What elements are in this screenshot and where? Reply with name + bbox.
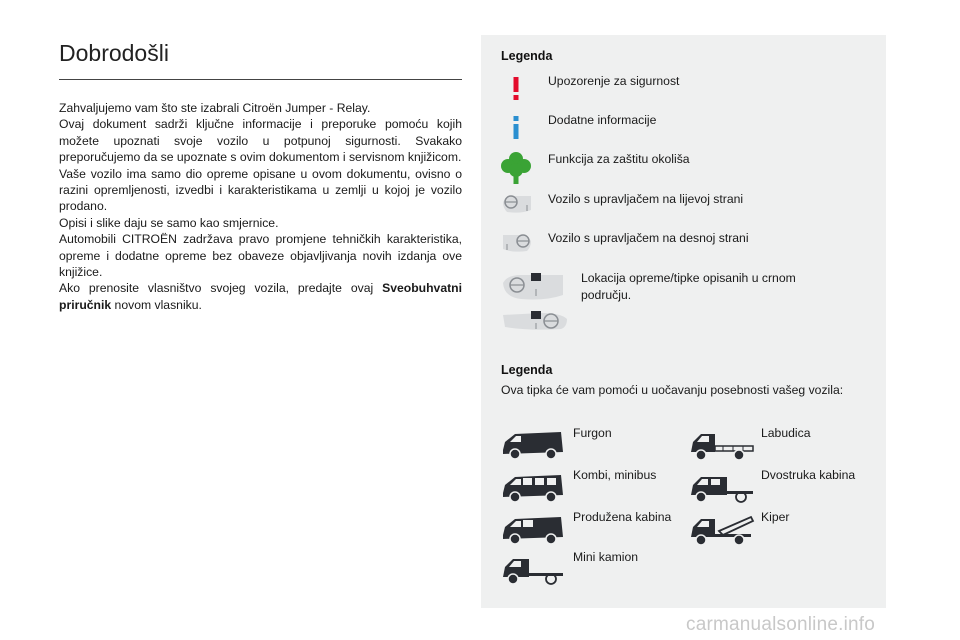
legend-description: Ova tipka će vam pomoći u uočavanju posebnosti vašeg vozila: xyxy=(501,383,844,397)
legend-title: Legenda xyxy=(501,49,553,63)
legend-label: Dodatne informacije xyxy=(548,113,657,127)
intro-paragraph: Ovaj dokument sadrži ključne informacije i preporuke pomoću kojih možete upoznati svoje vozilo u potpunoj sigurnosti. Svakako preporučujemo da se upoznate s ovim dokumentom i servisnom knjižicom. xyxy=(59,117,462,165)
vehicle-label: Kombi, minibus xyxy=(573,468,657,482)
intro-paragraph: Vaše vozilo ima samo dio opreme opisane u ovom dokumentu, ovisno o razini opremljenosti, izvedbi i karakteristikama u zemlji u kojoj je vozilo prodano. xyxy=(59,166,462,214)
legend-panel xyxy=(481,35,886,608)
dropside-icon xyxy=(689,430,755,467)
vehicle-label: Mini kamion xyxy=(573,550,639,564)
intro-paragraph: Automobili CITROËN zadržava pravo promjene tehničkih karakteristika, opreme i dodatne opreme bez obaveze objavljivanja novih izdanja ove knjižice. xyxy=(59,232,462,280)
vehicle-label: Labudica xyxy=(761,426,811,440)
lhd-steering-icon xyxy=(501,192,533,221)
minibus-icon xyxy=(501,473,565,508)
warning-icon xyxy=(511,77,521,106)
crew-van-icon xyxy=(501,515,565,550)
page-title: Dobrodošli xyxy=(59,40,169,66)
intro-paragraph xyxy=(59,280,462,313)
manual-name: Sveobuhvatni priručnik xyxy=(59,281,462,312)
intro-paragraph: Opisi i slike daju se samo kao smjernice. xyxy=(59,215,279,230)
vehicle-label: Furgon xyxy=(573,426,612,440)
mini-truck-icon xyxy=(501,555,565,590)
vehicle-label: Kiper xyxy=(761,510,790,524)
title-divider xyxy=(59,79,462,80)
tipper-icon xyxy=(689,513,755,550)
vehicle-label: Produžena kabina xyxy=(573,510,672,524)
dashboard-location-icon xyxy=(501,271,571,340)
ownership-text-end: novom vlasniku. xyxy=(111,297,202,312)
intro-text xyxy=(59,100,462,313)
intro-section xyxy=(59,40,462,313)
legend-label: Funkcija za zaštitu okoliša xyxy=(548,152,690,166)
watermark: carmanualsonline.info xyxy=(686,614,876,635)
legend-label: Upozorenje za sigurnost xyxy=(548,74,680,88)
vehicle-label: Dvostruka kabina xyxy=(761,468,856,482)
ownership-text: Ako prenosite vlasništvo svojeg vozila, predajte ovaj xyxy=(59,281,383,296)
legend-label: Vozilo s upravljačem na lijevoj strani xyxy=(548,192,744,206)
intro-paragraph: Zahvaljujemo vam što ste izabrali Citroën Jumper - Relay. xyxy=(59,101,371,115)
van-icon xyxy=(501,430,565,465)
legend-label: Vozilo s upravljačem na desnoj strani xyxy=(548,231,749,245)
legend-title: Legenda xyxy=(501,363,553,377)
rhd-steering-icon xyxy=(501,231,533,260)
double-cab-icon xyxy=(689,473,755,508)
legend-label: Lokacija opreme/tipke opisanih u crnom području. xyxy=(581,271,796,302)
tree-icon xyxy=(501,151,531,190)
info-icon xyxy=(511,116,521,145)
